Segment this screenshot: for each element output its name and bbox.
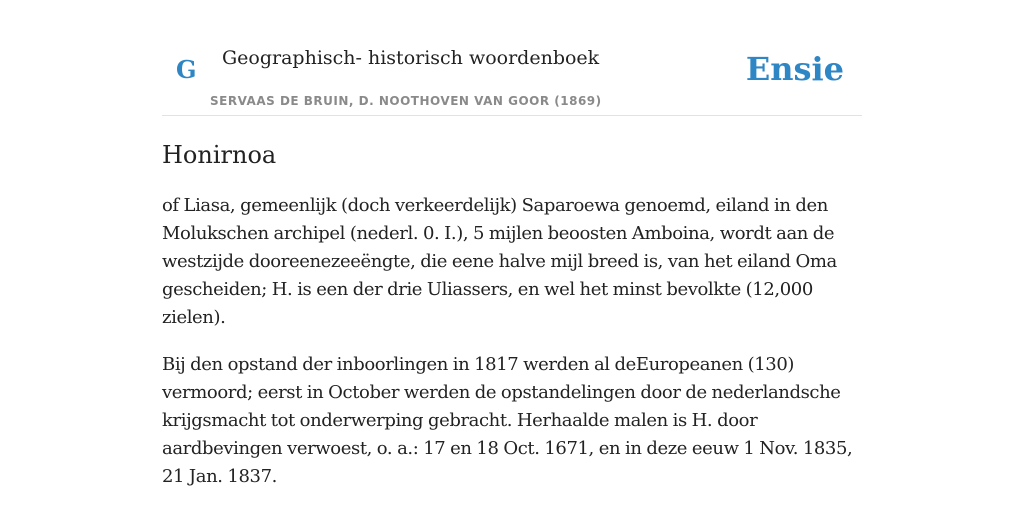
entry-body [162,192,862,510]
entry-title: Honirnoa [162,141,277,169]
entry-paragraph: Bij den opstand der inboorlingen in 1817 werden al deEuropeanen (130) vermoord; eerst in October werden de opstandelingen door de nederlandsche krijgsmacht tot onderwerping gebracht. Herhaalde malen is H. door aardbevingen verwoest, o. a.: 17 en 18 Oct. 1671, en in deze eeuw 1 Nov. 1835, 21 Jan. 1837. [162,354,853,487]
book-letter-icon[interactable]: G [176,55,197,84]
ensie-logo[interactable]: Ensie [745,50,844,88]
book-header [162,0,862,116]
page-container [162,0,862,512]
entry-paragraph: of Liasa, gemeenlijk (doch verkeerdelijk) Saparoewa genoemd, eiland in den Molukschen archipel (nederl. 0. I.), 5 mijlen beoosten Amboina, wordt aan de westzijde dooreenezeeëngte, die eene halve mijl breed is, van het eiland Oma gescheiden; H. is een der drie Uliassers, en wel het minst bevolkte (12,000 zielen). [162,195,837,328]
book-author: SERVAAS DE BRUIN, D. NOOTHOVEN VAN GOOR (1869) [210,94,602,108]
book-title-link[interactable]: Geographisch- historisch woordenboek [222,47,600,69]
